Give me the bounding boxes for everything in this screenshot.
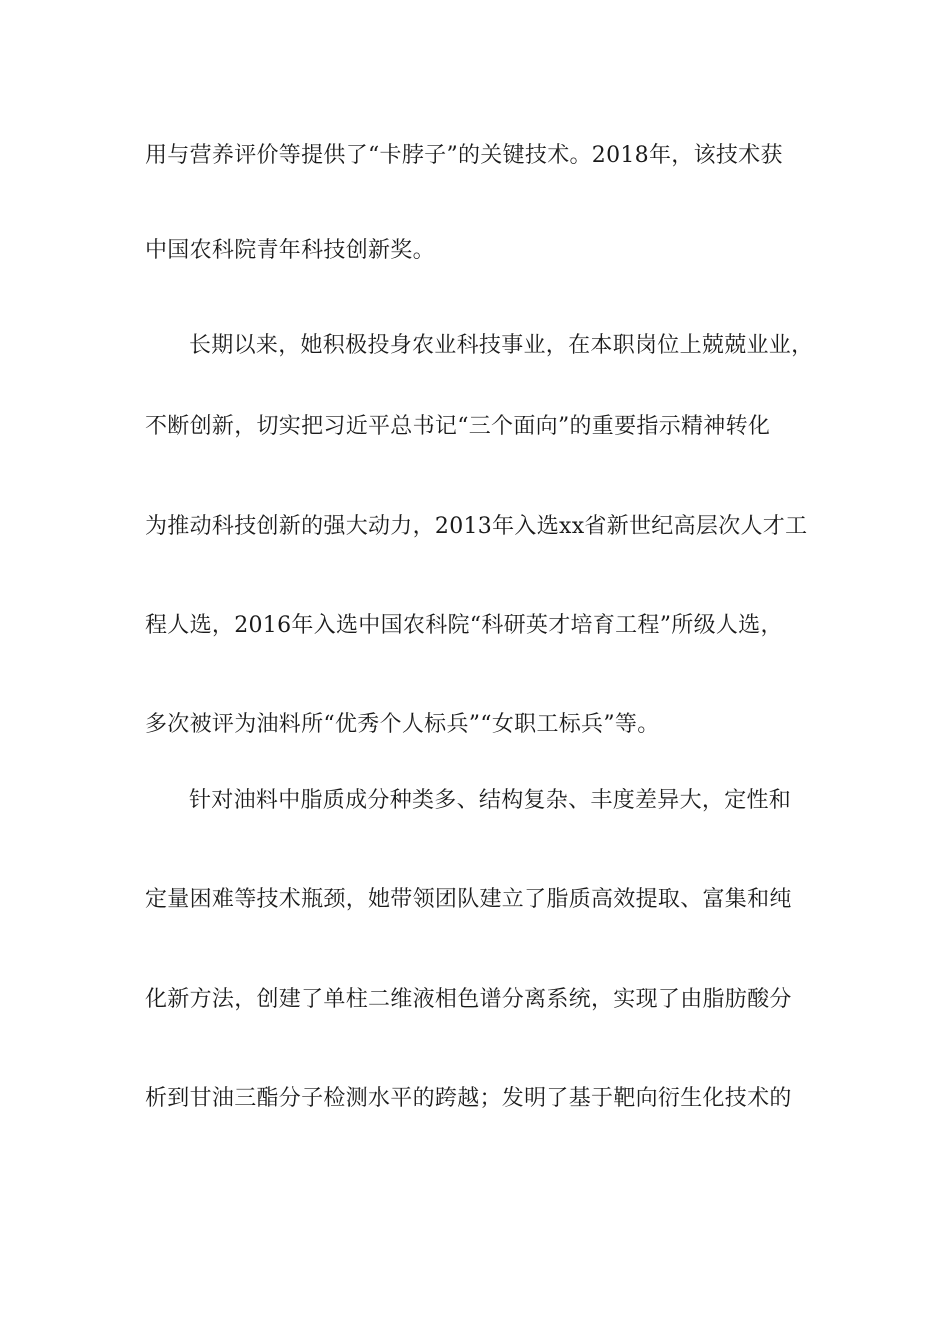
text-line: 不断创新，切实把习近平总书记“三个面向”的重要指示精神转化 [145, 414, 771, 439]
paragraph-first-line: 长期以来，她积极投身农业科技事业，在本职岗位上兢兢业业， [189, 333, 814, 358]
text-line: 程人选，2016年入选中国农科院“科研英才培育工程”所级人选， [145, 613, 783, 638]
text-line: 中国农科院青年科技创新奖。 [145, 238, 435, 263]
text-line: 多次被评为油料所“优秀个人标兵”“女职工标兵”等。 [145, 712, 660, 737]
text-line: 定量困难等技术瓶颈，她带领团队建立了脂质高效提取、富集和纯 [145, 887, 792, 912]
text-line: 析到甘油三酯分子检测水平的跨越；发明了基于靶向衍生化技术的 [145, 1086, 792, 1111]
paragraph-first-line: 针对油料中脂质成分种类多、结构复杂、丰度差异大，定性和 [189, 788, 792, 813]
text-line: 用与营养评价等提供了“卡脖子”的关键技术。2018年，该技术获 [145, 143, 783, 168]
text-line: 化新方法，创建了单柱二维液相色谱分离系统，实现了由脂肪酸分 [145, 987, 792, 1012]
text-line: 为推动科技创新的强大动力，2013年入选xx省新世纪高层次人才工 [145, 514, 808, 539]
